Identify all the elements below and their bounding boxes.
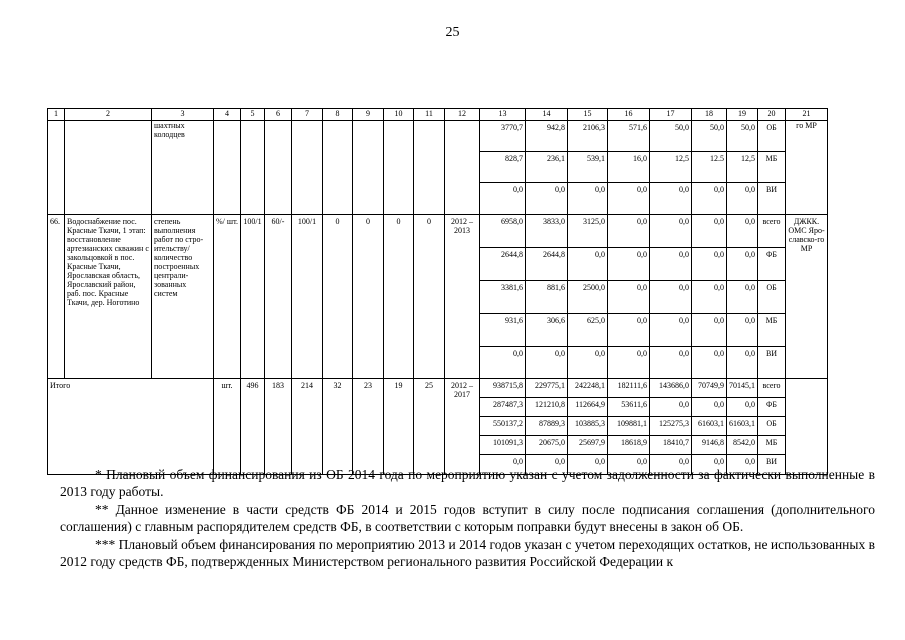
amount-cell: 16,0 (608, 152, 650, 183)
value-cell: 0 (384, 215, 414, 379)
amount-cell: 0,0 (480, 183, 526, 215)
value-cell: 100/1 (241, 215, 265, 379)
col-header: 15 (568, 109, 608, 121)
col-header: 18 (692, 109, 727, 121)
amount-cell: 12,5 (650, 152, 692, 183)
amount-cell: 0,0 (608, 183, 650, 215)
value-cell: 183 (265, 379, 292, 475)
source-cell: всего (758, 379, 786, 398)
amount-cell: 0,0 (692, 248, 727, 281)
value-cell: 496 (241, 379, 265, 475)
period-cell: 2012 – 2017 (445, 379, 480, 475)
col-header: 3 (152, 109, 214, 121)
source-cell: ВИ (758, 455, 786, 475)
amount-cell: 8542,0 (727, 436, 758, 455)
amount-cell: 87889,3 (526, 417, 568, 436)
amount-cell: 0,0 (727, 314, 758, 347)
source-cell: МБ (758, 314, 786, 347)
footnote-1: * Плановый объем финансирования из ОБ 2014 года по мероприятию указан с учетом задолженности за фактически выполненные в 2013 году работы. (60, 467, 875, 500)
amount-cell: 550137,2 (480, 417, 526, 436)
amount-cell: 0,0 (727, 347, 758, 379)
footnote-2: ** Данное изменение в части средств ФБ 2014 и 2015 годов вступит в силу после подписания соглашения (дополнительного соглашения) с главным распорядителем средств ФБ, в соответствии с которым поправки будут внесены в закон об ОБ. (60, 501, 875, 535)
value-cell: 60/- (265, 215, 292, 379)
amount-cell: 0,0 (526, 347, 568, 379)
amount-cell: 101091,3 (480, 436, 526, 455)
value-cell: 0 (323, 215, 353, 379)
amount-cell: 0,0 (608, 455, 650, 475)
amount-cell: 0,0 (692, 183, 727, 215)
footnotes (60, 466, 875, 570)
value-cell: 32 (323, 379, 353, 475)
col-header: 13 (480, 109, 526, 121)
amount-cell: 18618,9 (608, 436, 650, 455)
amount-cell: 0,0 (650, 314, 692, 347)
table-cell (214, 121, 241, 215)
col-header: 17 (650, 109, 692, 121)
executor-cell: ДЖКК. ОМС Яро-славско-го МР (786, 215, 828, 379)
amount-cell: 942,8 (526, 121, 568, 152)
amount-cell: 0,0 (650, 398, 692, 417)
amount-cell: 0,0 (568, 455, 608, 475)
amount-cell: 12.5 (692, 152, 727, 183)
amount-cell: 25697,9 (568, 436, 608, 455)
amount-cell: 125275,3 (650, 417, 692, 436)
header-row (48, 109, 828, 121)
amount-cell: 229775,1 (526, 379, 568, 398)
value-cell: 23 (353, 379, 384, 475)
program-table (47, 108, 828, 475)
value-cell: 0 (353, 215, 384, 379)
col-header: 16 (608, 109, 650, 121)
col-header: 19 (727, 109, 758, 121)
amount-cell: 0,0 (727, 281, 758, 314)
amount-cell: 571,6 (608, 121, 650, 152)
amount-cell: 0,0 (568, 183, 608, 215)
source-cell: всего (758, 215, 786, 248)
value-cell: 100/1 (292, 215, 323, 379)
amount-cell: 0,0 (480, 455, 526, 475)
col-header: 2 (65, 109, 152, 121)
amount-cell: 0,0 (727, 215, 758, 248)
amount-cell: 0,0 (650, 455, 692, 475)
amount-cell: 0,0 (727, 455, 758, 475)
amount-cell: 6958,0 (480, 215, 526, 248)
amount-cell: 2644,8 (526, 248, 568, 281)
amount-cell: 0,0 (727, 183, 758, 215)
executor-cell: го МР (786, 121, 828, 215)
amount-cell: 0,0 (692, 347, 727, 379)
amount-cell: 0,0 (650, 183, 692, 215)
col-header: 9 (353, 109, 384, 121)
amount-cell: 0,0 (608, 314, 650, 347)
amount-cell: 20675,0 (526, 436, 568, 455)
table-cell (265, 121, 292, 215)
amount-cell: 50,0 (727, 121, 758, 152)
table-cell (384, 121, 414, 215)
amount-cell: 0,0 (608, 248, 650, 281)
source-cell: ФБ (758, 398, 786, 417)
amount-cell: 70749,9 (692, 379, 727, 398)
amount-cell: 0,0 (692, 314, 727, 347)
amount-cell: 0,0 (727, 248, 758, 281)
amount-cell: 539,1 (568, 152, 608, 183)
source-cell: МБ (758, 436, 786, 455)
table-cell (323, 121, 353, 215)
num-cell (48, 121, 65, 215)
amount-cell: 0,0 (480, 347, 526, 379)
source-cell: ОБ (758, 281, 786, 314)
value-cell: 19 (384, 379, 414, 475)
unit-cell: %/ шт. (214, 215, 241, 379)
amount-cell: 0,0 (692, 455, 727, 475)
amount-cell: 2500,0 (568, 281, 608, 314)
amount-cell: 61603,1 (727, 417, 758, 436)
amount-cell: 0,0 (727, 398, 758, 417)
amount-cell: 50,0 (650, 121, 692, 152)
amount-cell: 881,6 (526, 281, 568, 314)
page-number: 25 (445, 25, 460, 40)
amount-cell: 18410,7 (650, 436, 692, 455)
table-cell (353, 121, 384, 215)
col-header: 7 (292, 109, 323, 121)
name-cell (65, 121, 152, 215)
source-cell: ВИ (758, 183, 786, 215)
col-header: 12 (445, 109, 480, 121)
amount-cell: 143686,0 (650, 379, 692, 398)
amount-cell: 0,0 (650, 248, 692, 281)
value-cell: 0 (414, 215, 445, 379)
table-cell (292, 121, 323, 215)
col-header: 21 (786, 109, 828, 121)
amount-cell: 0,0 (650, 347, 692, 379)
amount-cell: 2106,3 (568, 121, 608, 152)
indicator-cell: шахтных колодцев (152, 121, 214, 215)
amount-cell: 0,0 (650, 215, 692, 248)
amount-cell: 0,0 (608, 347, 650, 379)
amount-cell: 236,1 (526, 152, 568, 183)
amount-cell: 242248,1 (568, 379, 608, 398)
amount-cell: 3770,7 (480, 121, 526, 152)
amount-cell: 112664,9 (568, 398, 608, 417)
amount-cell: 3833,0 (526, 215, 568, 248)
col-header: 10 (384, 109, 414, 121)
amount-cell: 625,0 (568, 314, 608, 347)
source-cell: ОБ (758, 417, 786, 436)
col-header: 4 (214, 109, 241, 121)
col-header: 5 (241, 109, 265, 121)
amount-cell: 0,0 (692, 398, 727, 417)
num-cell: 66. (48, 215, 65, 379)
col-header: 8 (323, 109, 353, 121)
table-cell (414, 121, 445, 215)
source-cell: МБ (758, 152, 786, 183)
amount-cell: 12,5 (727, 152, 758, 183)
col-header: 20 (758, 109, 786, 121)
amount-cell: 0,0 (692, 215, 727, 248)
col-header: 11 (414, 109, 445, 121)
amount-cell: 0,0 (608, 281, 650, 314)
amount-cell: 70145,1 (727, 379, 758, 398)
amount-cell: 306,6 (526, 314, 568, 347)
amount-cell: 3125,0 (568, 215, 608, 248)
amount-cell: 3381,6 (480, 281, 526, 314)
amount-cell: 182111,6 (608, 379, 650, 398)
amount-cell: 938715,8 (480, 379, 526, 398)
indicator-cell: степень выполнения работ по стро-ительству/ количество построенных централи-зованных систем (152, 215, 214, 379)
amount-cell: 103885,3 (568, 417, 608, 436)
amount-cell: 2644,8 (480, 248, 526, 281)
amount-cell: 61603,1 (692, 417, 727, 436)
source-cell: ВИ (758, 347, 786, 379)
amount-cell: 0,0 (692, 281, 727, 314)
amount-cell: 0,0 (568, 248, 608, 281)
value-cell: 25 (414, 379, 445, 475)
amount-cell: 0,0 (608, 215, 650, 248)
col-header: 1 (48, 109, 65, 121)
amount-cell: 109881,1 (608, 417, 650, 436)
amount-cell: 0,0 (650, 281, 692, 314)
col-header: 14 (526, 109, 568, 121)
amount-cell: 828,7 (480, 152, 526, 183)
executor-cell (786, 379, 828, 475)
amount-cell: 121210,8 (526, 398, 568, 417)
period-cell: 2012 – 2013 (445, 215, 480, 379)
table-cell (241, 121, 265, 215)
table-cell (445, 121, 480, 215)
amount-cell: 9146,8 (692, 436, 727, 455)
table-row (48, 379, 828, 398)
footnote-3: *** Плановый объем финансирования по мероприятию 2013 и 2014 годов указан с учетом переходящих остатков, не использованных в 2012 году средств ФБ, подтвержденных Министерством регионального развития Российской Федерации к (60, 536, 875, 570)
name-cell: Водоснабжение пос. Красные Ткачи, 1 этап: восстановление артезианских скважин с закольцовкой в пос. Красные Ткачи, Ярославская область, Ярославский район, раб. пос. Красные Ткачи, дер. Ноготино (65, 215, 152, 379)
amount-cell: 0,0 (526, 455, 568, 475)
source-cell: ОБ (758, 121, 786, 152)
amount-cell: 53611,6 (608, 398, 650, 417)
amount-cell: 50,0 (692, 121, 727, 152)
table-row (48, 121, 828, 152)
total-label: Итого (48, 379, 214, 475)
amount-cell: 931,6 (480, 314, 526, 347)
amount-cell: 0,0 (568, 347, 608, 379)
unit-cell: шт. (214, 379, 241, 475)
source-cell: ФБ (758, 248, 786, 281)
table-row (48, 215, 828, 248)
amount-cell: 287487,3 (480, 398, 526, 417)
col-header: 6 (265, 109, 292, 121)
value-cell: 214 (292, 379, 323, 475)
amount-cell: 0,0 (526, 183, 568, 215)
